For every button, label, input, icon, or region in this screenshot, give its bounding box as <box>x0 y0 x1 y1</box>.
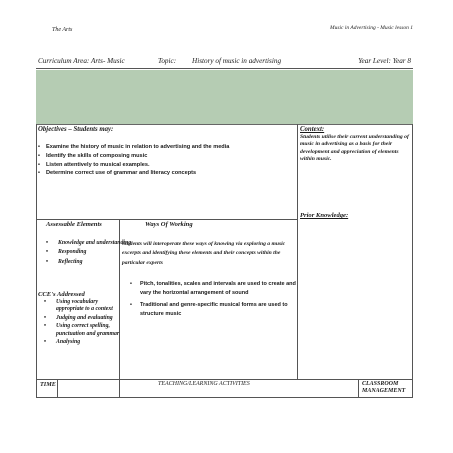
list-item: • Knowledge and understanding <box>46 240 131 247</box>
list-item: • Analysing <box>44 339 122 346</box>
header-lesson-title: Music in Advertising - Music lesson 1 <box>330 25 413 31</box>
prior-knowledge-title: Prior Knowledge: <box>300 212 349 219</box>
list-item: • Using correct spelling, punctuation and grammar <box>44 323 122 338</box>
classroom-management-header: CLASSROOM MANAGEMENT <box>362 381 406 394</box>
activities-header: TEACHING/LEARNING ACTIVITIES <box>158 381 250 387</box>
cce-list <box>44 299 122 347</box>
list-item: • Examine the history of music in relation to advertising and the media <box>38 143 229 152</box>
assessable-title: Assessable Elements <box>46 221 102 228</box>
header-subject: The Arts <box>52 27 73 33</box>
list-item: • Judging and evaluating <box>44 315 122 322</box>
objectives-title: Objectives – Students may: <box>38 126 114 133</box>
time-header: TIME <box>40 381 56 388</box>
objectives-list <box>38 143 229 178</box>
list-item: • Determine correct use of grammar and literacy concepts <box>38 169 229 178</box>
topic-value: History of music in advertising <box>192 57 282 65</box>
context-title: Context: <box>300 126 325 133</box>
divider-time <box>57 379 58 398</box>
year-level: Year Level: Year 8 <box>358 57 411 65</box>
list-item: • Pitch, tonalities, scales and intervals are used to create and vary the horizontal arrangement of sound <box>130 280 296 298</box>
list-item: • Using vocabulary appropriate to a context <box>44 299 122 314</box>
list-item: • Responding <box>46 249 131 256</box>
ways-list <box>130 280 296 322</box>
ways-body: Students will interoperate these ways of knowing via exploring a music excerpts and identifying these elements and their concepts within the particular experts <box>122 241 286 266</box>
divider-bottom-row <box>36 379 413 380</box>
divider-context <box>297 124 298 379</box>
curriculum-area: Curriculum Area: Arts- Music <box>38 57 125 65</box>
assessable-list <box>46 240 131 268</box>
divider-classroom <box>358 379 359 398</box>
cce-title: CCE's Addressed <box>38 291 85 298</box>
list-item: • Reflecting <box>46 259 131 266</box>
list-item: • Traditional and genre-specific musical forms are used to structure music <box>130 301 296 319</box>
ways-title: Ways Of Working <box>145 221 193 228</box>
divider-objectives <box>36 219 298 220</box>
topic-label: Topic: <box>158 57 177 65</box>
header-band <box>36 70 413 125</box>
info-row <box>36 56 413 69</box>
list-item: • Identify the skills of composing music <box>38 152 229 161</box>
list-item: • Listen attentively to musical examples. <box>38 161 229 170</box>
context-body: Students utilise their current understanding of music in advertising as a basis for their development and appreciation of elements within music. <box>300 134 409 163</box>
